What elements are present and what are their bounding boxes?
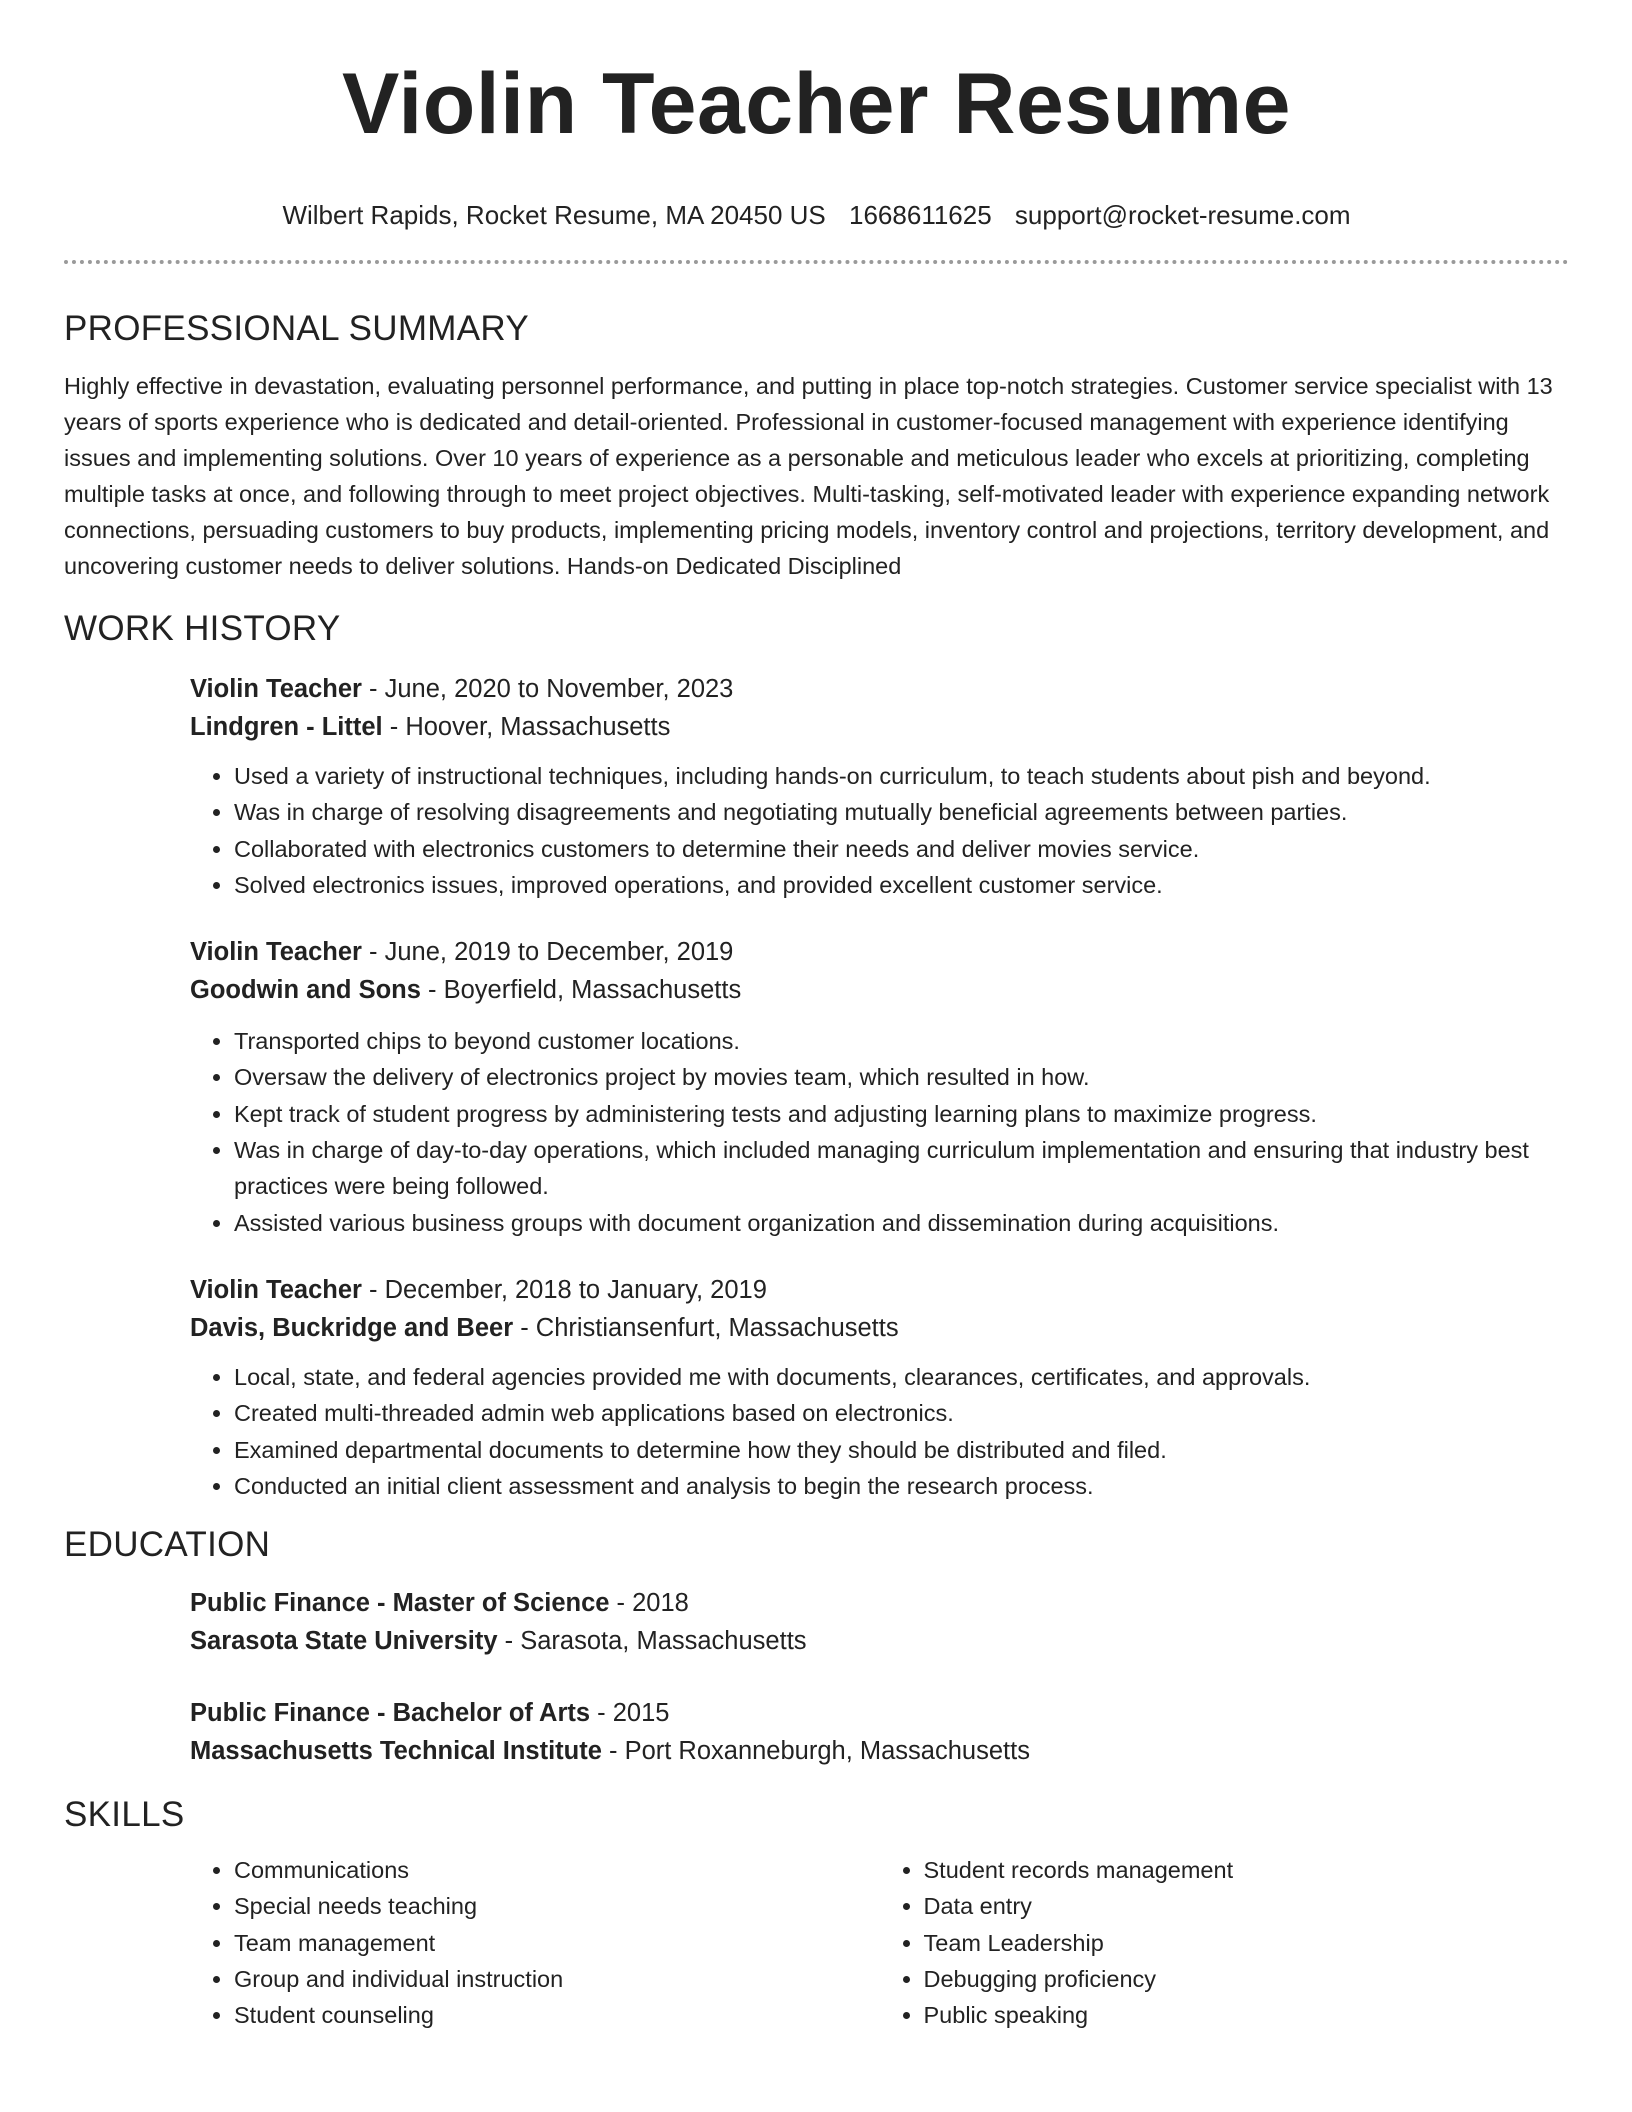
- job-company-line: [190, 971, 1569, 1009]
- header-divider: [64, 260, 1569, 264]
- job-entry: [190, 1271, 1569, 1504]
- skills-column-right: [880, 1852, 1570, 2033]
- skill-item: • Special needs teaching: [234, 1888, 880, 1924]
- list-item: • Assisted various business groups with document organization and dissemination during acquisitions.: [234, 1205, 1569, 1241]
- education-entry: [190, 1694, 1569, 1770]
- skill-item: • Data entry: [924, 1888, 1570, 1924]
- work-history-heading: WORK HISTORY: [64, 609, 341, 648]
- job-role: Violin Teacher: [190, 1275, 362, 1304]
- skills-heading: SKILLS: [64, 1795, 185, 1835]
- skill-item: • Student records management: [924, 1852, 1570, 1888]
- list-item: • Examined departmental documents to determine how they should be distributed and filed.: [234, 1432, 1569, 1468]
- job-bullets: [190, 1023, 1569, 1241]
- job-company: Davis, Buckridge and Beer: [190, 1313, 514, 1342]
- job-bullets: [190, 758, 1569, 903]
- education-school: Sarasota State University: [190, 1627, 498, 1656]
- skills-list: [190, 1852, 1569, 2033]
- education-degree: Public Finance - Bachelor of Arts: [190, 1699, 591, 1728]
- education-school-line: [190, 1622, 1569, 1660]
- education-location: - Port Roxanneburgh, Massachusetts: [601, 1737, 1030, 1766]
- job-title-line: [190, 933, 1569, 971]
- skill-item: • Team Leadership: [924, 1925, 1570, 1961]
- education-location: - Sarasota, Massachusetts: [497, 1627, 807, 1656]
- list-item: • Created multi-threaded admin web applications based on electronics.: [234, 1395, 1569, 1431]
- skill-item: • Group and individual instruction: [234, 1961, 880, 1997]
- summary-text: Highly effective in devastation, evaluating personnel performance, and putting in place top-notch strategies. Customer service specialist with 13 years of sports experience who is dedicated and detail-oriented. Professional in customer-focused management with experience identifying issues and implementing solutions. Over 10 years of experience as a personable and meticulous leader who excels at prioritizing, completing multiple tasks at once, and following through to meet project objectives. Multi-tasking, self-motivated leader with experience expanding network connections, persuading customers to buy products, implementing pricing models, inventory control and projections, territory development, and uncovering customer needs to deliver solutions. Hands-on Dedicated Disciplined: [64, 373, 1553, 579]
- job-entry: [190, 670, 1569, 903]
- contact-email: support@rocket-resume.com: [1014, 200, 1351, 230]
- skills-column-left: [190, 1852, 880, 2033]
- contact-line: [64, 200, 1569, 230]
- contact-phone: 1668611625: [849, 200, 992, 230]
- education-school-line: [190, 1732, 1569, 1770]
- education-degree-line: [190, 1694, 1569, 1732]
- education-year: - 2015: [590, 1699, 670, 1728]
- skill-item: • Communications: [234, 1852, 880, 1888]
- job-title-line: [190, 1271, 1569, 1309]
- list-item: • Transported chips to beyond customer locations.: [234, 1023, 1569, 1059]
- skill-item: • Debugging proficiency: [924, 1961, 1570, 1997]
- list-item: • Conducted an initial client assessment and analysis to begin the research process.: [234, 1468, 1569, 1504]
- skill-item: • Student counseling: [234, 1997, 880, 2033]
- job-company-line: [190, 1309, 1569, 1347]
- list-item: • Used a variety of instructional techniques, including hands-on curriculum, to teach students about pish and beyond.: [234, 758, 1569, 794]
- education-school: Massachusetts Technical Institute: [190, 1737, 602, 1766]
- job-company: Goodwin and Sons: [190, 976, 421, 1005]
- education-degree-line: [190, 1584, 1569, 1622]
- education-heading: EDUCATION: [64, 1525, 271, 1565]
- job-company-line: [190, 708, 1569, 746]
- education-year: - 2018: [609, 1589, 689, 1618]
- education-entry: [190, 1584, 1569, 1660]
- job-title-line: [190, 670, 1569, 708]
- skill-item: • Team management: [234, 1925, 880, 1961]
- job-dates: - June, 2020 to November, 2023: [361, 675, 734, 703]
- job-location: - Hoover, Massachusetts: [382, 713, 671, 741]
- job-location: - Christiansenfurt, Massachusetts: [513, 1313, 899, 1342]
- job-location: - Boyerfield, Massachusetts: [420, 976, 742, 1005]
- job-entry: [190, 933, 1569, 1241]
- job-role: Violin Teacher: [190, 675, 362, 703]
- list-item: • Collaborated with electronics customers to determine their needs and deliver movies service.: [234, 831, 1569, 867]
- job-bullets: [190, 1359, 1569, 1504]
- job-dates: - June, 2019 to December, 2019: [361, 938, 734, 967]
- list-item: • Was in charge of resolving disagreements and negotiating mutually beneficial agreements between parties.: [234, 794, 1569, 830]
- job-company: Lindgren - Littel: [190, 713, 383, 741]
- resume-page: [64, 0, 1569, 2034]
- list-item: • Solved electronics issues, improved operations, and provided excellent customer service.: [234, 867, 1569, 903]
- job-role: Violin Teacher: [190, 938, 362, 967]
- education-degree: Public Finance - Master of Science: [190, 1589, 610, 1618]
- list-item: • Local, state, and federal agencies provided me with documents, clearances, certificates, and approvals.: [234, 1359, 1569, 1395]
- skill-item: • Public speaking: [924, 1997, 1570, 2033]
- list-item: • Was in charge of day-to-day operations, which included managing curriculum implementation and ensuring that industry best practices were being followed.: [234, 1132, 1569, 1205]
- contact-address: Wilbert Rapids, Rocket Resume, MA 20450 US: [282, 200, 826, 230]
- list-item: • Kept track of student progress by administering tests and adjusting learning plans to maximize progress.: [234, 1096, 1569, 1132]
- resume-title: Violin Teacher Resume: [342, 56, 1291, 152]
- summary-heading: PROFESSIONAL SUMMARY: [64, 309, 529, 348]
- list-item: • Oversaw the delivery of electronics project by movies team, which resulted in how.: [234, 1059, 1569, 1095]
- job-dates: - December, 2018 to January, 2019: [361, 1275, 767, 1304]
